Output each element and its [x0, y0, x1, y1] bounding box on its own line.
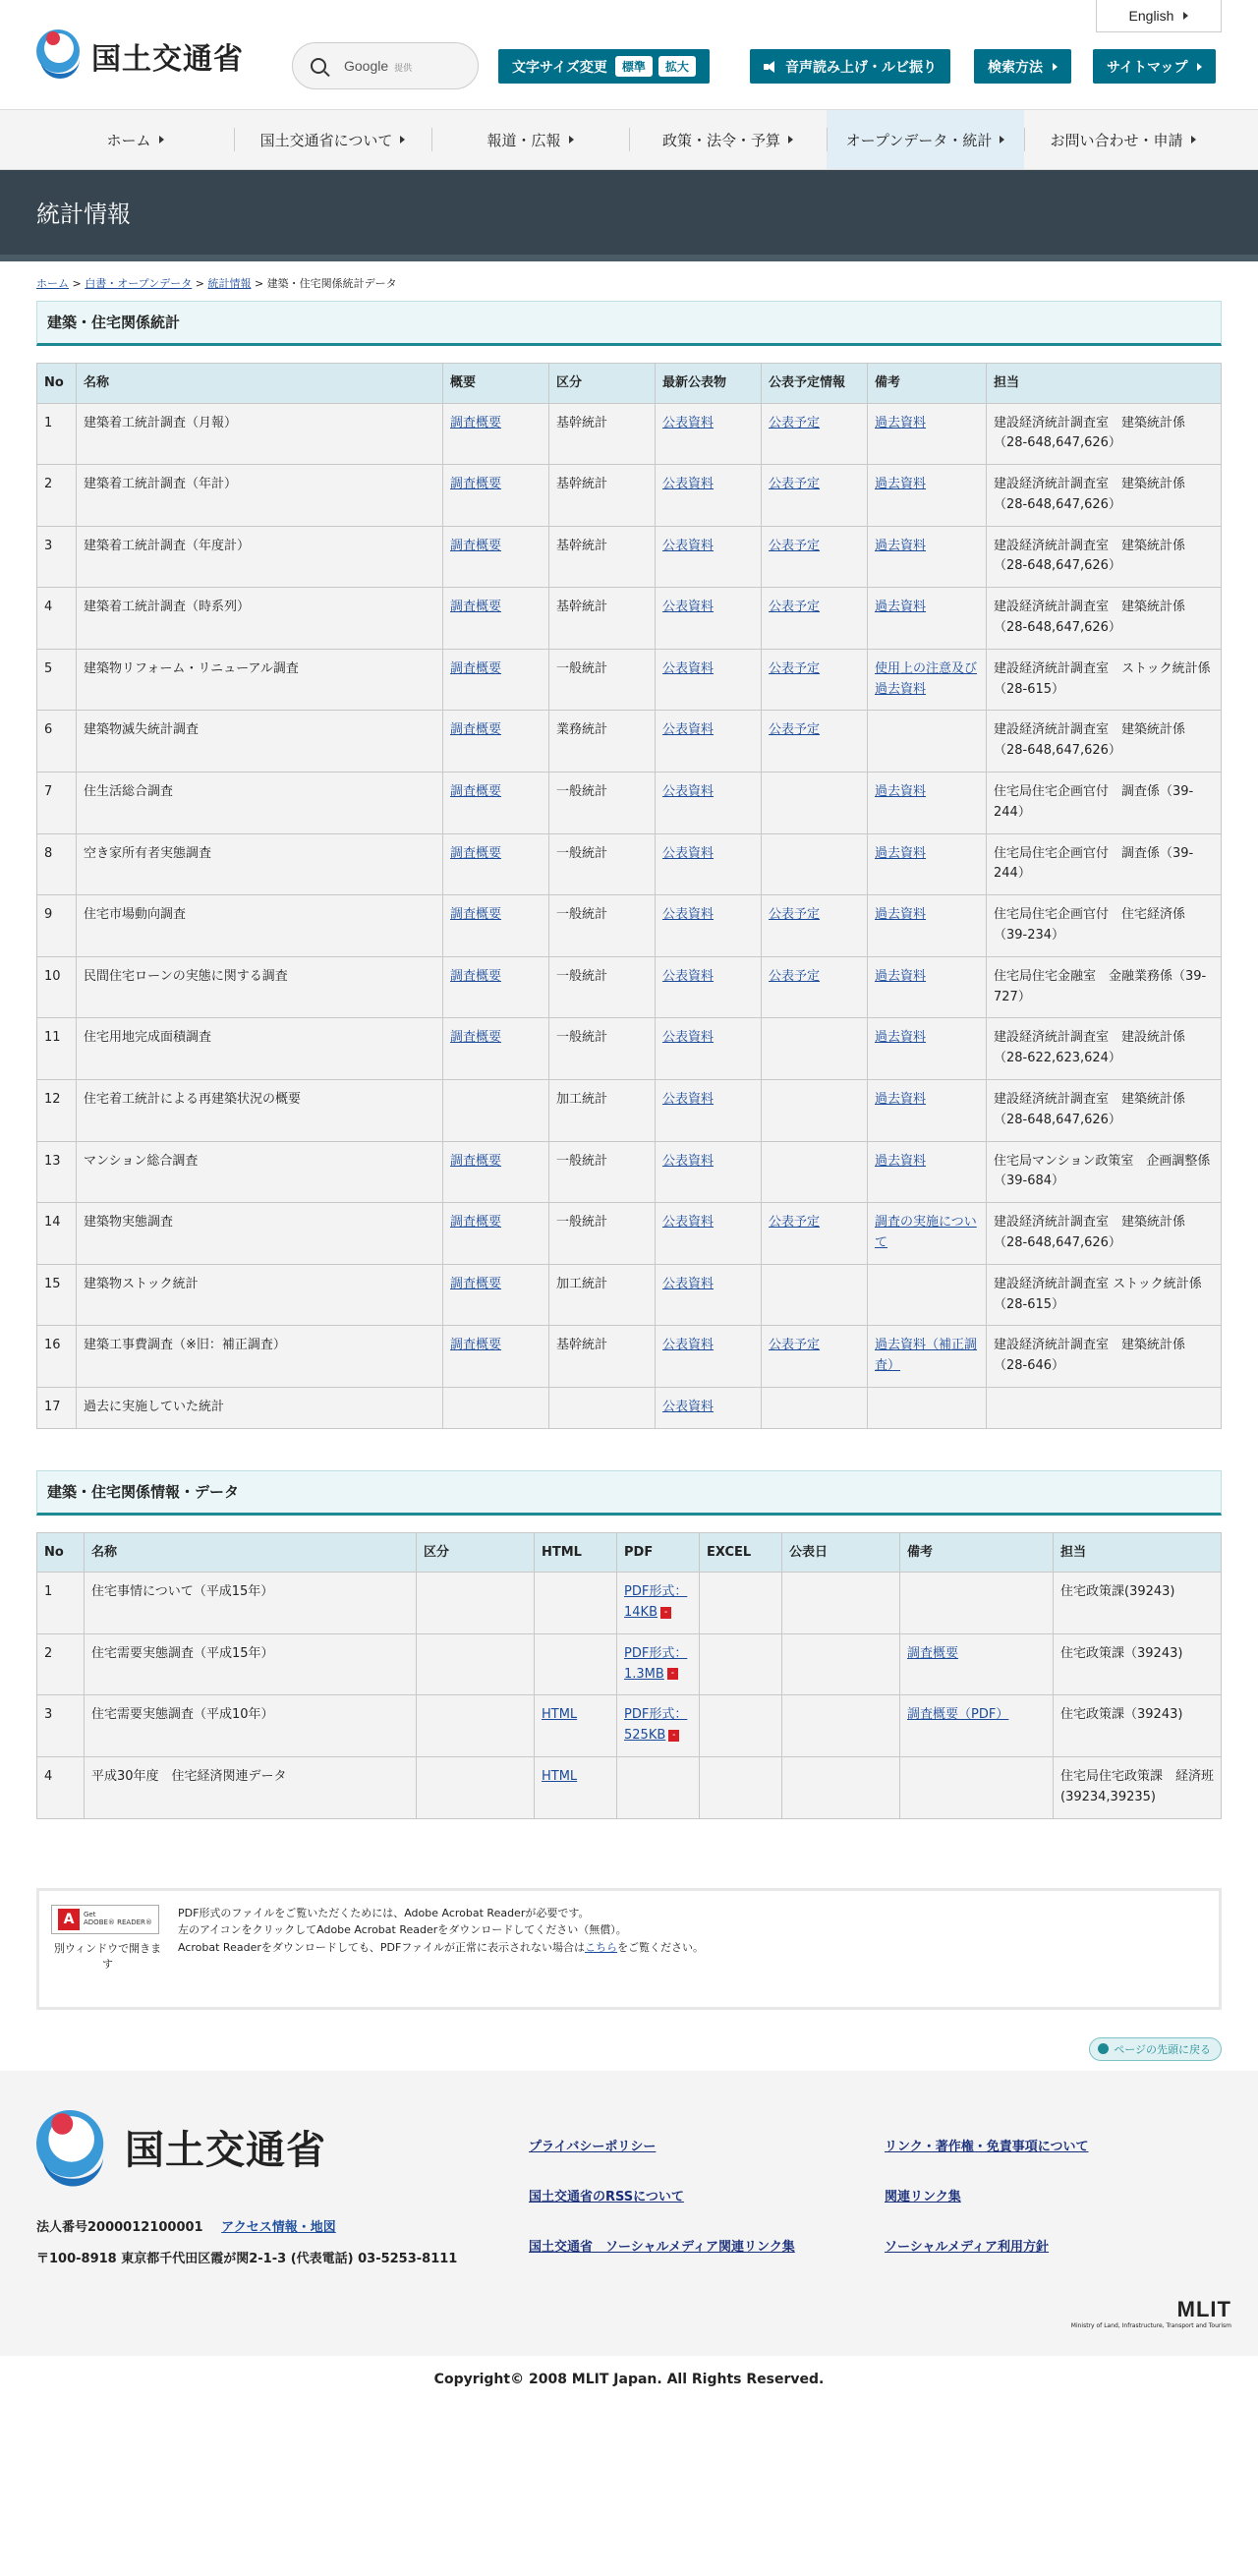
- schedule-link[interactable]: 公表予定: [769, 477, 821, 492]
- column-header: 概要: [443, 364, 549, 404]
- font-size-control: 文字サイズ変更 標準 拡大: [498, 49, 710, 84]
- row-number: 5: [37, 649, 77, 711]
- contact: 建設経済統計調査室 建築統計係（28-648,647,626）: [987, 1203, 1222, 1265]
- schedule-link[interactable]: 公表予定: [769, 722, 821, 738]
- column-header: No: [37, 1532, 85, 1573]
- summary-link[interactable]: 調査概要: [450, 660, 502, 676]
- row-number: 15: [37, 1264, 77, 1326]
- latest-publication-link[interactable]: 公表資料: [662, 415, 715, 430]
- category: 業務統計: [549, 711, 656, 773]
- data-name: 住宅事情について（平成15年）: [85, 1573, 417, 1634]
- schedule-link: [762, 1080, 868, 1142]
- publish-date: [782, 1757, 900, 1819]
- footer-link[interactable]: ソーシャルメディア利用方針: [885, 2239, 1050, 2255]
- schedule-link[interactable]: 公表予定: [769, 415, 821, 430]
- schedule-link[interactable]: 公表予定: [769, 1338, 821, 1353]
- category: 加工統計: [549, 1080, 656, 1142]
- table-row: [37, 588, 1222, 650]
- note-link: [868, 711, 987, 773]
- summary-link[interactable]: 調査概要: [450, 1153, 502, 1169]
- schedule-link[interactable]: 公表予定: [769, 600, 821, 615]
- category: 一般統計: [549, 1018, 656, 1080]
- summary-link: [443, 1080, 549, 1142]
- row-number: 4: [37, 1757, 85, 1819]
- category: 一般統計: [549, 956, 656, 1018]
- triangle-right-icon: [400, 136, 405, 143]
- mlit-brand: MLIT Ministry of Land, Infrastructure, Transport and Tourism: [1070, 2296, 1231, 2329]
- note-link[interactable]: 過去資料: [875, 1030, 927, 1046]
- breadcrumb-home[interactable]: ホーム: [36, 277, 69, 290]
- note-link[interactable]: 過去資料: [875, 784, 927, 800]
- schedule-link[interactable]: 公表予定: [769, 907, 821, 923]
- search-icon[interactable]: [311, 58, 326, 74]
- note-link[interactable]: 過去資料: [875, 1153, 927, 1169]
- nav-item-1[interactable]: 国土交通省について: [234, 110, 431, 169]
- html-link[interactable]: HTML: [542, 1707, 578, 1723]
- triangle-right-icon: [159, 136, 164, 143]
- latest-publication-link[interactable]: 公表資料: [662, 845, 715, 861]
- latest-publication-link[interactable]: 公表資料: [662, 784, 715, 800]
- note-link[interactable]: 過去資料: [875, 907, 927, 923]
- excel-link: [700, 1695, 782, 1757]
- table-row: [37, 1203, 1222, 1265]
- schedule-link: [762, 773, 868, 834]
- corporate-number: 法人番号2000012100001 アクセス情報・地図: [36, 2219, 336, 2235]
- summary-link[interactable]: 調査概要: [450, 784, 502, 800]
- survey-name: 民間住宅ローンの実態に関する調査: [77, 956, 443, 1018]
- survey-name: 建築着工統計調査（年計）: [77, 465, 443, 527]
- column-header: HTML: [535, 1532, 617, 1573]
- triangle-right-icon: [788, 136, 793, 143]
- schedule-link: [762, 1018, 868, 1080]
- table-row: [37, 1388, 1222, 1429]
- breadcrumb-stats[interactable]: 統計情報: [207, 277, 252, 290]
- table-row: [37, 526, 1222, 588]
- summary-link[interactable]: 調査概要: [450, 477, 502, 492]
- category: 一般統計: [549, 833, 656, 895]
- table-row: [37, 711, 1222, 773]
- survey-name: マンション総合調査: [77, 1141, 443, 1203]
- contact: 住宅局住宅企画官付 調査係（39-244）: [987, 833, 1222, 895]
- category: 基幹統計: [549, 403, 656, 465]
- html-link[interactable]: HTML: [542, 1769, 578, 1785]
- schedule-link: [762, 1141, 868, 1203]
- column-header: 公表日: [782, 1532, 900, 1573]
- note-link[interactable]: 過去資料（補正調査）: [875, 1338, 978, 1374]
- row-number: 6: [37, 711, 77, 773]
- row-number: 7: [37, 773, 77, 834]
- pdf-icon: ⁃: [667, 1668, 678, 1680]
- table-row: [37, 1695, 1222, 1757]
- table-row: [37, 1080, 1222, 1142]
- adobe-reader-badge[interactable]: A Get ADOBE® READER® 別ウィンドウで開きます: [51, 1905, 164, 1993]
- category: 加工統計: [549, 1264, 656, 1326]
- latest-publication-link[interactable]: 公表資料: [662, 1400, 715, 1414]
- row-number: 10: [37, 956, 77, 1018]
- column-header: 担当: [1054, 1532, 1222, 1573]
- column-header: 名称: [77, 364, 443, 404]
- note-link[interactable]: 調査の実施について: [875, 1215, 977, 1251]
- contact: 住宅局住宅金融室 金融業務係（39-727）: [987, 956, 1222, 1018]
- summary-link: [443, 1388, 549, 1429]
- note-link[interactable]: 過去資料: [875, 415, 927, 430]
- row-number: 12: [37, 1080, 77, 1142]
- footer-link[interactable]: 関連リンク集: [885, 2189, 961, 2204]
- back-to-top-button[interactable]: ページの先頭に戻る: [1089, 2037, 1222, 2061]
- survey-name: 建築工事費調査（※旧：補正調査）: [77, 1326, 443, 1388]
- ministry-logo-icon: [36, 2110, 152, 2226]
- survey-name: 住生活総合調査: [77, 773, 443, 834]
- row-number: 17: [37, 1388, 77, 1429]
- category: [417, 1633, 535, 1695]
- summary-link[interactable]: 調査概要: [450, 538, 502, 553]
- survey-name: 建築物リフォーム・リニューアル調査: [77, 649, 443, 711]
- schedule-link[interactable]: 公表予定: [769, 1215, 821, 1231]
- table-row: [37, 956, 1222, 1018]
- column-header: 担当: [987, 364, 1222, 404]
- global-nav: [0, 109, 1258, 170]
- note-link: [868, 1388, 987, 1429]
- triangle-right-icon: [569, 136, 574, 143]
- category: [417, 1695, 535, 1757]
- footer-links-col2: [885, 2136, 1088, 2286]
- table-row: [37, 895, 1222, 957]
- column-header: 区分: [549, 364, 656, 404]
- logo-text: 国土交通省: [91, 42, 244, 77]
- summary-link[interactable]: 調査概要: [450, 845, 502, 861]
- contact: 住宅局住宅政策課 経済班(39234,39235): [1054, 1757, 1222, 1819]
- data-name: 平成30年度 住宅経済関連データ: [85, 1757, 417, 1819]
- triangle-right-icon: [1197, 63, 1202, 71]
- pdf-link[interactable]: PDF形式：1.3MB: [624, 1645, 688, 1682]
- column-header: No: [37, 364, 77, 404]
- category: 一般統計: [549, 773, 656, 834]
- survey-name: 建築物ストック統計: [77, 1264, 443, 1326]
- speaker-icon: [764, 61, 777, 73]
- latest-publication-link[interactable]: 公表資料: [662, 600, 715, 615]
- latest-publication-link[interactable]: 公表資料: [662, 1030, 715, 1046]
- summary-link[interactable]: 調査概要: [450, 1215, 502, 1231]
- note-link[interactable]: 過去資料: [875, 1092, 927, 1108]
- schedule-link: [762, 833, 868, 895]
- latest-publication-link[interactable]: 公表資料: [662, 1153, 715, 1169]
- sitemap-button[interactable]: サイトマップ: [1093, 49, 1216, 84]
- footer-links-col1: [529, 2136, 795, 2286]
- latest-publication-link[interactable]: 公表資料: [662, 1338, 715, 1353]
- table-row: [37, 649, 1222, 711]
- footer-logo[interactable]: 国土交通省: [36, 2110, 326, 2185]
- latest-publication-link[interactable]: 公表資料: [662, 907, 715, 923]
- row-number: 14: [37, 1203, 77, 1265]
- column-header: 最新公表物: [656, 364, 762, 404]
- contact: 建設経済統計調査室 建築統計係（28-646）: [987, 1326, 1222, 1388]
- column-header: 公表予定情報: [762, 364, 868, 404]
- voice-button[interactable]: 音声読み上げ・ルビ振り: [750, 49, 950, 84]
- survey-name: 建築物実態調査: [77, 1203, 443, 1265]
- contact: 建設経済統計調査室 建築統計係（28-648,647,626）: [987, 465, 1222, 527]
- column-header: PDF: [617, 1532, 700, 1573]
- schedule-link: [762, 1388, 868, 1429]
- survey-name: 住宅市場動向調査: [77, 895, 443, 957]
- footer-link[interactable]: プライバシーポリシー: [529, 2139, 657, 2154]
- html-link: [535, 1573, 617, 1634]
- survey-name: 建築着工統計調査（月報）: [77, 403, 443, 465]
- category: [417, 1757, 535, 1819]
- triangle-right-icon: [1053, 63, 1058, 71]
- page-title: 統計情報: [36, 200, 131, 228]
- contact: 住宅政策課(39243): [1054, 1573, 1222, 1634]
- font-size-large-button[interactable]: 拡大: [658, 56, 696, 77]
- breadcrumb-current: 建築・住宅関係統計データ: [266, 277, 397, 290]
- contact: 建設経済統計調査室 ストック統計係（28-615）: [987, 649, 1222, 711]
- contact: 住宅局住宅企画官付 調査係（39-244）: [987, 773, 1222, 834]
- column-header: 区分: [417, 1532, 535, 1573]
- table-row: [37, 1573, 1222, 1634]
- category: 一般統計: [549, 649, 656, 711]
- contact: 住宅政策課（39243): [1054, 1633, 1222, 1695]
- site-header: [0, 0, 1258, 109]
- pdf-link[interactable]: PDF形式：14KB: [624, 1584, 688, 1621]
- triangle-right-icon: [1191, 136, 1196, 143]
- row-number: 8: [37, 833, 77, 895]
- building-stats-table: [36, 363, 1222, 1429]
- contact: 住宅局マンション政策室 企画調整係（39-684）: [987, 1141, 1222, 1203]
- category: 一般統計: [549, 895, 656, 957]
- note-link[interactable]: 過去資料: [875, 600, 927, 615]
- survey-name: 住宅着工統計による再建築状況の概要: [77, 1080, 443, 1142]
- pdf-icon: ⁃: [660, 1607, 671, 1619]
- row-number: 16: [37, 1326, 77, 1388]
- search-box[interactable]: [292, 42, 479, 89]
- column-header: EXCEL: [700, 1532, 782, 1573]
- note-link[interactable]: 使用上の注意及び過去資料: [875, 660, 978, 697]
- nav-item-4[interactable]: オープンデータ・統計: [827, 110, 1024, 169]
- table-row: [37, 465, 1222, 527]
- category: 基幹統計: [549, 588, 656, 650]
- table-row: [37, 1264, 1222, 1326]
- latest-publication-link[interactable]: 公表資料: [662, 477, 715, 492]
- latest-publication-link[interactable]: 公表資料: [662, 722, 715, 738]
- note-link[interactable]: 過去資料: [875, 538, 927, 553]
- access-map-link[interactable]: アクセス情報・地図: [221, 2219, 336, 2235]
- note-link[interactable]: 過去資料: [875, 845, 927, 861]
- triangle-right-icon: [1000, 136, 1004, 143]
- contact: [987, 1388, 1222, 1429]
- row-number: 13: [37, 1141, 77, 1203]
- contact: 建設経済統計調査室 建設統計係（28-622,623,624）: [987, 1018, 1222, 1080]
- category: 一般統計: [549, 1203, 656, 1265]
- column-header: 備考: [900, 1532, 1054, 1573]
- site-logo[interactable]: [36, 29, 244, 83]
- row-number: 3: [37, 526, 77, 588]
- footer-link[interactable]: 国土交通省のRSSについて: [529, 2189, 684, 2204]
- summary-link[interactable]: 調査概要: [450, 1030, 502, 1046]
- pdf-icon: ⁃: [668, 1730, 679, 1742]
- category: [417, 1573, 535, 1634]
- summary-link[interactable]: 調査概要: [450, 722, 502, 738]
- excel-link: [700, 1757, 782, 1819]
- note-link[interactable]: 過去資料: [875, 968, 927, 984]
- category: [549, 1388, 656, 1429]
- row-number: 2: [37, 1633, 85, 1695]
- contact: 住宅政策課（39243): [1054, 1695, 1222, 1757]
- pdf-help-link[interactable]: こちら: [585, 1940, 618, 1954]
- footer-link[interactable]: リンク・著作権・免責事項について: [885, 2139, 1089, 2154]
- contact: 建設経済統計調査室 建築統計係（28-648,647,626）: [987, 588, 1222, 650]
- nav-item-5[interactable]: お問い合わせ・申請: [1024, 110, 1222, 169]
- note-link[interactable]: 調査概要（PDF）: [907, 1707, 1009, 1723]
- note-link[interactable]: 調査概要: [907, 1645, 959, 1661]
- schedule-link[interactable]: 公表予定: [769, 660, 821, 676]
- table-row: [37, 1018, 1222, 1080]
- note-link: [868, 1264, 987, 1326]
- row-number: 4: [37, 588, 77, 650]
- survey-name: 建築着工統計調査（年度計）: [77, 526, 443, 588]
- search-placeholder: Google 提供: [344, 58, 413, 74]
- row-number: 2: [37, 465, 77, 527]
- building-data-table: [36, 1532, 1222, 1819]
- row-number: 1: [37, 1573, 85, 1634]
- contact: 建設経済統計調査室 ストック統計係（28-615）: [987, 1264, 1222, 1326]
- column-header: 名称: [85, 1532, 417, 1573]
- triangle-right-icon: [1183, 12, 1188, 20]
- contact: 建設経済統計調査室 建築統計係（28-648,647,626）: [987, 403, 1222, 465]
- adobe-reader-icon: A: [58, 1909, 80, 1930]
- table-row: [37, 1326, 1222, 1388]
- latest-publication-link[interactable]: 公表資料: [662, 1276, 715, 1291]
- copyright: Copyright© 2008 MLIT Japan. All Rights Reserved.: [433, 2371, 825, 2387]
- row-number: 3: [37, 1695, 85, 1757]
- publish-date: [782, 1573, 900, 1634]
- summary-link[interactable]: 調査概要: [450, 1338, 502, 1353]
- note-link: [900, 1757, 1054, 1819]
- category: 基幹統計: [549, 526, 656, 588]
- contact: 住宅局住宅企画官付 住宅経済係（39-234）: [987, 895, 1222, 957]
- latest-publication-link[interactable]: 公表資料: [662, 1215, 715, 1231]
- nav-item-3[interactable]: 政策・法令・予算: [629, 110, 827, 169]
- note-link: [900, 1573, 1054, 1634]
- latest-publication-link[interactable]: 公表資料: [662, 538, 715, 553]
- table-row: [37, 773, 1222, 834]
- summary-link[interactable]: 調査概要: [450, 907, 502, 923]
- schedule-link[interactable]: 公表予定: [769, 538, 821, 553]
- nav-item-2[interactable]: 報道・広報: [431, 110, 629, 169]
- excel-link: [700, 1633, 782, 1695]
- table-row: [37, 1141, 1222, 1203]
- footer-link[interactable]: 国土交通省 ソーシャルメディア関連リンク集: [529, 2239, 795, 2255]
- breadcrumb-whitepaper[interactable]: 白書・オープンデータ: [85, 277, 193, 290]
- table-row: [37, 1633, 1222, 1695]
- pdf-link[interactable]: PDF形式：525KB: [624, 1707, 688, 1744]
- contact: 建設経済統計調査室 建築統計係（28-648,647,626）: [987, 1080, 1222, 1142]
- search-method-button[interactable]: 検索方法: [974, 49, 1071, 84]
- section-title-building-stats: 建築・住宅関係統計: [36, 301, 1222, 346]
- contact: 建設経済統計調査室 建築統計係（28-648,647,626）: [987, 711, 1222, 773]
- survey-name: 建築物滅失統計調査: [77, 711, 443, 773]
- note-link[interactable]: 過去資料: [875, 477, 927, 492]
- row-number: 9: [37, 895, 77, 957]
- contact: 建設経済統計調査室 建築統計係（28-648,647,626）: [987, 526, 1222, 588]
- section-title-building-data: 建築・住宅関係情報・データ: [36, 1470, 1222, 1516]
- latest-publication-link[interactable]: 公表資料: [662, 660, 715, 676]
- latest-publication-link[interactable]: 公表資料: [662, 1092, 715, 1108]
- publish-date: [782, 1695, 900, 1757]
- survey-name: 建築着工統計調査（時系列）: [77, 588, 443, 650]
- site-footer: [0, 2071, 1258, 2356]
- survey-name: 空き家所有者実態調査: [77, 833, 443, 895]
- summary-link[interactable]: 調査概要: [450, 415, 502, 430]
- pdf-link: [617, 1757, 700, 1819]
- html-link: [535, 1633, 617, 1695]
- data-name: 住宅需要実態調査（平成10年）: [85, 1695, 417, 1757]
- data-name: 住宅需要実態調査（平成15年）: [85, 1633, 417, 1695]
- english-button[interactable]: English: [1096, 0, 1222, 32]
- pdf-reader-notice: A Get ADOBE® READER® 別ウィンドウで開きます PDF形式のファイルをご覧いただくためには、Adobe Acrobat Readerが必要です。 左のアイコンをクリックしてAdobe Acrobat Readerをダウンロードしてください（無償）。 Acrobat Readerをダウンロードしても、PDFファイルが正常に表示されない場合はこちらをご覧ください。: [36, 1888, 1222, 2010]
- category: 一般統計: [549, 1141, 656, 1203]
- summary-link[interactable]: 調査概要: [450, 1276, 502, 1291]
- schedule-link: [762, 1264, 868, 1326]
- page-title-band: [0, 170, 1258, 261]
- publish-date: [782, 1633, 900, 1695]
- row-number: 1: [37, 403, 77, 465]
- latest-publication-link[interactable]: 公表資料: [662, 968, 715, 984]
- font-size-standard-button[interactable]: 標準: [615, 56, 653, 77]
- table-row: [37, 1757, 1222, 1819]
- nav-item-0[interactable]: ホーム: [36, 110, 234, 169]
- row-number: 11: [37, 1018, 77, 1080]
- excel-link: [700, 1573, 782, 1634]
- breadcrumb: ホーム > 白書・オープンデータ > 統計情報 > 建築・住宅関係統計データ: [36, 277, 397, 290]
- survey-name: 住宅用地完成面積調査: [77, 1018, 443, 1080]
- footer-address: 〒100-8918 東京都千代田区霞が関2-1-3 (代表電話) 03-5253-8111: [36, 2251, 458, 2266]
- category: 基幹統計: [549, 465, 656, 527]
- table-row: [37, 403, 1222, 465]
- summary-link[interactable]: 調査概要: [450, 968, 502, 984]
- summary-link[interactable]: 調査概要: [450, 600, 502, 615]
- schedule-link[interactable]: 公表予定: [769, 968, 821, 984]
- survey-name: 過去に実施していた統計: [77, 1388, 443, 1429]
- ministry-logo-icon: [36, 29, 84, 83]
- column-header: 備考: [868, 364, 987, 404]
- table-row: [37, 833, 1222, 895]
- category: 基幹統計: [549, 1326, 656, 1388]
